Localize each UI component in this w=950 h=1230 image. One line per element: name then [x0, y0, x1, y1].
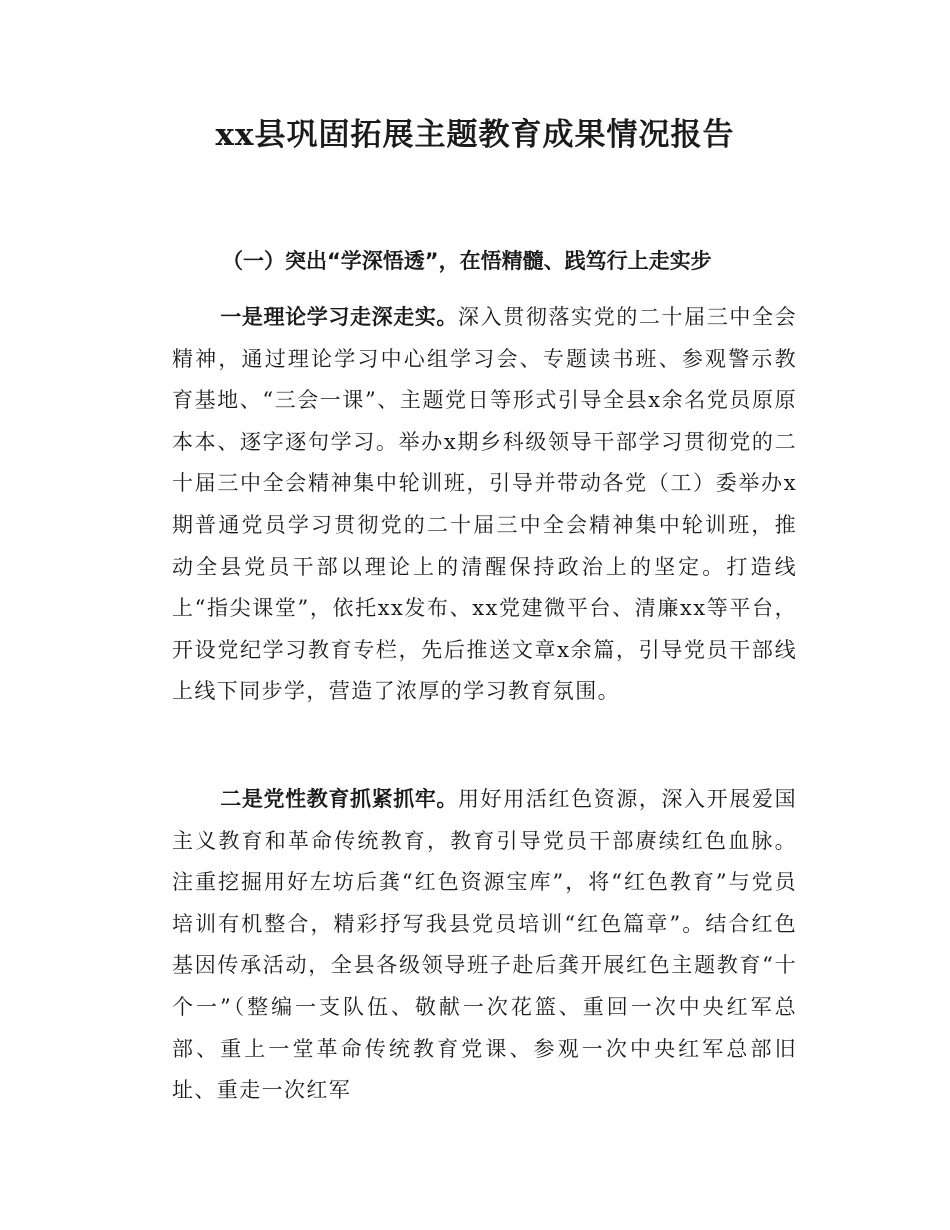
section-heading: （一）突出“学深悟透”，在悟精髓、践笃行上走实步 — [222, 249, 712, 273]
paragraph-lead: 一是理论学习走深走实。 — [220, 305, 459, 329]
paragraph-lead: 二是党性教育抓紧抓牢。 — [220, 787, 459, 811]
paragraph-theory-study — [172, 297, 797, 713]
paragraph-party-education — [172, 779, 797, 1112]
document-title: xx县巩固拓展主题教育成果情况报告 — [215, 117, 735, 153]
paragraph-body: 用好用活红色资源，深入开展爱国主义教育和革命传统教育，教育引导党员干部赓续红色血脉。注重挖掘用好左坊后龚“红色资源宝库”，将“红色教育”与党员培训有机整合，精彩抒写我县党员培训“红色篇章”。结合红色基因传承活动，全县各级领导班子赴后龚开展红色主题教育“十个一”（整编一支队伍、敬献一次花篮、重回一次中央红军总部、重上一堂革命传统教育党课、参观一次中央红军总部旧址、重走一次红军 — [172, 787, 797, 1103]
paragraph-body: 深入贯彻落实党的二十届三中全会精神，通过理论学习中心组学习会、专题读书班、参观警示教育基地、“三会一课”、主题党日等形式引导全县x余名党员原原本本、逐字逐句学习。举办x期乡科级领导干部学习贯彻党的二十届三中全会精神集中轮训班，引导并带动各党（工）委举办x期普通党员学习贯彻党的二十届三中全会精神集中轮训班，推动全县党员干部以理论上的清醒保持政治上的坚定。打造线上“指尖课堂”，依托xx发布、xx党建微平台、清廉xx等平台，开设党纪学习教育专栏，先后推送文章x余篇，引导党员干部线上线下同步学，营造了浓厚的学习教育氛围。 — [172, 305, 797, 704]
